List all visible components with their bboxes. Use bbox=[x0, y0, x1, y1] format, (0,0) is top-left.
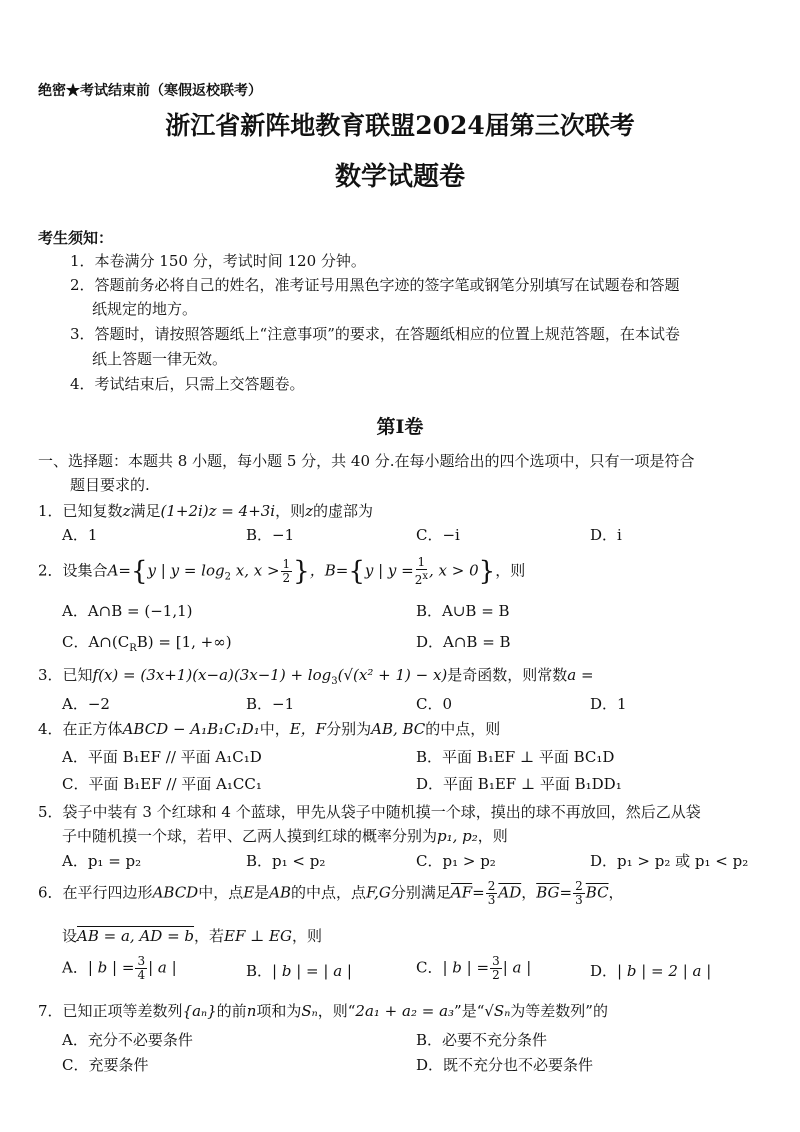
q5-option-d: D．p₁ > p₂ 或 p₁ < p₂ bbox=[590, 852, 749, 870]
q7-option-b: B．必要不充分条件 bbox=[416, 1031, 548, 1049]
q6-option-c: C．| b | = $\frac{3}{2}$ | a | bbox=[416, 954, 532, 982]
notice-item: 纸规定的地方。 bbox=[92, 300, 198, 318]
q7-option-c: C．充要条件 bbox=[62, 1056, 149, 1074]
q4-option-a: A．平面 B₁EF // 平面 A₁C₁D bbox=[62, 748, 262, 766]
q3-option-d: D．1 bbox=[590, 695, 627, 713]
fraction-inv-2x: $\frac{1}{2^x}$ bbox=[414, 555, 429, 587]
question-6: 6．在平行四边形ABCD中，点E是AB的中点，点F,G分别满足$\overline{AF}=$ $\frac{2}{3}$ $\overline{AD}$，$\overline{BG}=$ $\frac{2}{3}$ $\overline{BC}$， bbox=[38, 879, 624, 907]
q5-option-c: C．p₁ > p₂ bbox=[416, 852, 496, 870]
q4-option-d: D．平面 B₁EF ⊥ 平面 B₁DD₁ bbox=[416, 775, 622, 793]
q6-option-d: D．| b | = 2 | a | bbox=[590, 962, 712, 980]
q3-option-c: C．0 bbox=[416, 695, 453, 713]
notice-item: 1．本卷满分 150 分，考试时间 120 分钟。 bbox=[70, 252, 366, 270]
question-1: 1．已知复数z满足(1+2i)z = 4+3i，则z的虚部为 bbox=[38, 502, 374, 520]
q7-option-a: A．充分不必要条件 bbox=[62, 1031, 193, 1049]
fraction-two-thirds: $\frac{2}{3}$ bbox=[487, 879, 496, 907]
q1-option-b: B．−1 bbox=[246, 526, 295, 544]
q1-option-c: C．−i bbox=[416, 526, 460, 544]
question-5: 5．袋子中装有 3 个红球和 4 个蓝球，甲先从袋子中随机摸一个球，摸出的球不再放回，然后乙从袋 bbox=[38, 803, 701, 821]
q5-option-a: A．p₁ = p₂ bbox=[62, 852, 142, 870]
notice-item: 2．答题前务必将自己的姓名，准考证号用黑色字迹的签字笔或钢笔分别填写在试题卷和答题 bbox=[70, 276, 680, 294]
question-3: 3．已知$f(x) = (3x+1)(x-a)(3x-1) + \log_3(√(x^2 + 1) - x)$是奇函数，则常数a = bbox=[38, 666, 594, 687]
q2-option-d: D．A∩B = B bbox=[416, 633, 511, 651]
notice-item: 4．考试结束后，只需上交答题卷。 bbox=[70, 375, 305, 393]
exam-title: 浙江省新阵地教育联盟2024届第三次联考 bbox=[165, 111, 635, 140]
q1-option-d: D．i bbox=[590, 526, 622, 544]
section-instructions-cont: 题目要求的. bbox=[70, 476, 150, 494]
question-6-cont: 设AB = a, AD = b，若EF ⊥ EG，则 bbox=[62, 927, 322, 945]
q6-option-b: B．| b | = | a | bbox=[246, 962, 352, 980]
notice-item: 纸上答题一律无效。 bbox=[92, 350, 228, 368]
q3-option-a: A．−2 bbox=[62, 695, 110, 713]
q6-option-a: A．| b | = $\frac{3}{4}$ | a | bbox=[62, 954, 177, 982]
q2-option-b: B．A∪B = B bbox=[416, 602, 510, 620]
question-7: 7．已知正项等差数列{aₙ}的前n项和为Sₙ，则“2a₁ + a₂ = a₃”是“√Sₙ为等差数列”的 bbox=[38, 1002, 608, 1020]
secret-note: 绝密★考试结束前（寒假返校联考） bbox=[38, 83, 262, 99]
exam-subtitle: 数学试题卷 bbox=[334, 162, 465, 192]
q2-option-c: C．$A\cap(C_RB) = [1$, +∞) bbox=[62, 633, 232, 654]
notice-item: 3．答题时，请按照答题纸上“注意事项”的要求，在答题纸相应的位置上规范答题，在本试卷 bbox=[70, 325, 680, 343]
fraction-two-thirds: $\frac{2}{3}$ bbox=[575, 879, 583, 907]
q2-option-a: A．A∩B = (−1,1) bbox=[62, 602, 193, 620]
fraction-half: $\frac{1}{2}$ bbox=[282, 557, 291, 585]
q1-option-a: A．1 bbox=[62, 526, 98, 544]
section-instructions: 一、选择题：本题共 8 小题，每小题 5 分，共 40 分.在每小题给出的四个选项中，只有一项是符合 bbox=[38, 452, 695, 470]
q3-option-b: B．−1 bbox=[246, 695, 295, 713]
question-4: 4．在正方体ABCD − A₁B₁C₁D₁中，E，F分别为AB, BC的中点，则 bbox=[38, 720, 501, 738]
question-5-cont: 子中随机摸一个球，若甲、乙两人摸到红球的概率分别为p₁, p₂，则 bbox=[62, 827, 508, 845]
q5-option-b: B．p₁ < p₂ bbox=[246, 852, 326, 870]
q4-option-c: C．平面 B₁EF // 平面 A₁CC₁ bbox=[62, 775, 262, 793]
question-2: 2．设集合A={y | $y = \log_2 x$, x > $\frac{1}{2}$ }，B={y | y = $\frac{1}{2^x}$ , x > 0}，则 bbox=[38, 555, 526, 587]
notice-heading: 考生须知： bbox=[38, 229, 114, 247]
part-title: 第Ⅰ卷 bbox=[376, 416, 424, 438]
q7-option-d: D．既不充分也不必要条件 bbox=[416, 1056, 594, 1074]
q4-option-b: B．平面 B₁EF ⊥ 平面 BC₁D bbox=[416, 748, 615, 766]
